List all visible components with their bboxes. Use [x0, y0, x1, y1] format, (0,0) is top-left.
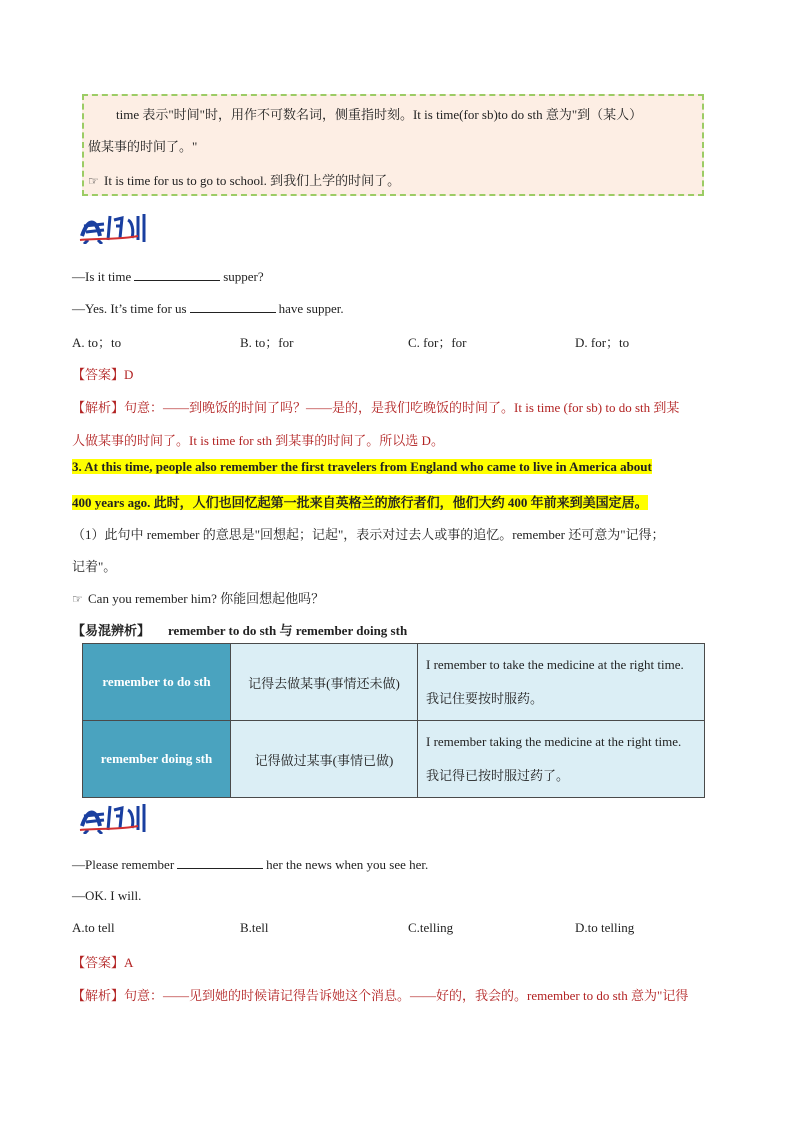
- ex2-option-c[interactable]: C.telling: [408, 920, 454, 935]
- point3-sentence-1: 3. At this time, people also remember the first travelers from England who came to live in America about: [72, 459, 652, 474]
- ex1-analysis-line-2: 人做某事的时间了。It is time for sth 到某事的时间了。所以选 D。: [72, 433, 444, 448]
- ex2-question-2: —OK. I will.: [72, 888, 142, 903]
- note-line-3: [88, 170, 400, 189]
- ex2-answer: 【答案】A: [72, 955, 134, 970]
- ex2-analysis-line-1: 【解析】句意：——见到她的时候请记得告诉她这个消息。——好的，我会的。remember to do sth 意为"记得: [72, 988, 689, 1003]
- blank[interactable]: [177, 856, 263, 869]
- ex1-question-1: —Is it time supper?: [72, 269, 264, 284]
- ex1-option-a[interactable]: A. to；to: [72, 335, 122, 350]
- comparison-table: [82, 643, 705, 798]
- note-example: It is time for us to go to school. 到我们上学的时间了。: [104, 173, 401, 188]
- pointing-hand-icon: ☞: [88, 174, 99, 188]
- blank[interactable]: [134, 268, 220, 281]
- ex2-option-d[interactable]: D.to telling: [575, 920, 635, 935]
- ex1-option-d[interactable]: D. for；to: [575, 335, 630, 350]
- dianli-logo-icon: [78, 210, 150, 244]
- dianli-logo-icon: [78, 800, 150, 834]
- point3-example: ☞ Can you remember him? 你能回想起他吗？: [72, 591, 325, 606]
- row-head: remember doing sth: [83, 721, 231, 798]
- note-line-2: 做某事的时间了。": [88, 139, 198, 154]
- note-box: [82, 94, 704, 196]
- ex2-option-a[interactable]: A.to tell: [72, 920, 115, 935]
- row-meaning: 记得去做某事(事情还未做): [231, 644, 418, 721]
- pointing-hand-icon: ☞: [72, 592, 83, 606]
- point3-sentence-2: 400 years ago. 此时，人们也回忆起第一批来自英格兰的旅行者们，他们大约 400 年前来到美国定居。: [72, 495, 648, 510]
- ex1-answer: 【答案】D: [72, 367, 134, 382]
- ex1-question-2: —Yes. It’s time for us have supper.: [72, 301, 344, 316]
- ex1-analysis-line-1: 【解析】句意：——到晚饭的时间了吗？——是的，是我们吃晚饭的时间了。It is time (for sb) to do sth 到某: [72, 400, 680, 415]
- row-meaning: 记得做过某事(事情已做): [231, 721, 418, 798]
- note-line-1: time 表示"时间"时，用作不可数名词，侧重指时刻。It is time(for sb)to do sth 意为"到（某人）: [116, 107, 643, 122]
- ex1-option-c[interactable]: C. for；for: [408, 335, 467, 350]
- row-head: remember to do sth: [83, 644, 231, 721]
- blank[interactable]: [190, 300, 276, 313]
- point3-explain-2: 记着"。: [72, 559, 117, 574]
- point3-explain-1: （1）此句中 remember 的意思是"回想起；记起"，表示对过去人或事的追忆。remember 还可意为"记得；: [72, 527, 665, 542]
- ex2-question-1: —Please remember her the news when you see her.: [72, 857, 429, 872]
- row-example: I remember taking the medicine at the right time. 我记得已按时服过药了。: [418, 721, 705, 798]
- confuse-heading: 【易混辨析】 remember to do sth 与 remember doing sth: [72, 623, 408, 638]
- ex1-option-b[interactable]: B. to；for: [240, 335, 294, 350]
- ex2-option-b[interactable]: B.tell: [240, 920, 269, 935]
- table-row: [83, 644, 705, 721]
- row-example: I remember to take the medicine at the right time. 我记住要按时服药。: [418, 644, 705, 721]
- table-row: [83, 721, 705, 798]
